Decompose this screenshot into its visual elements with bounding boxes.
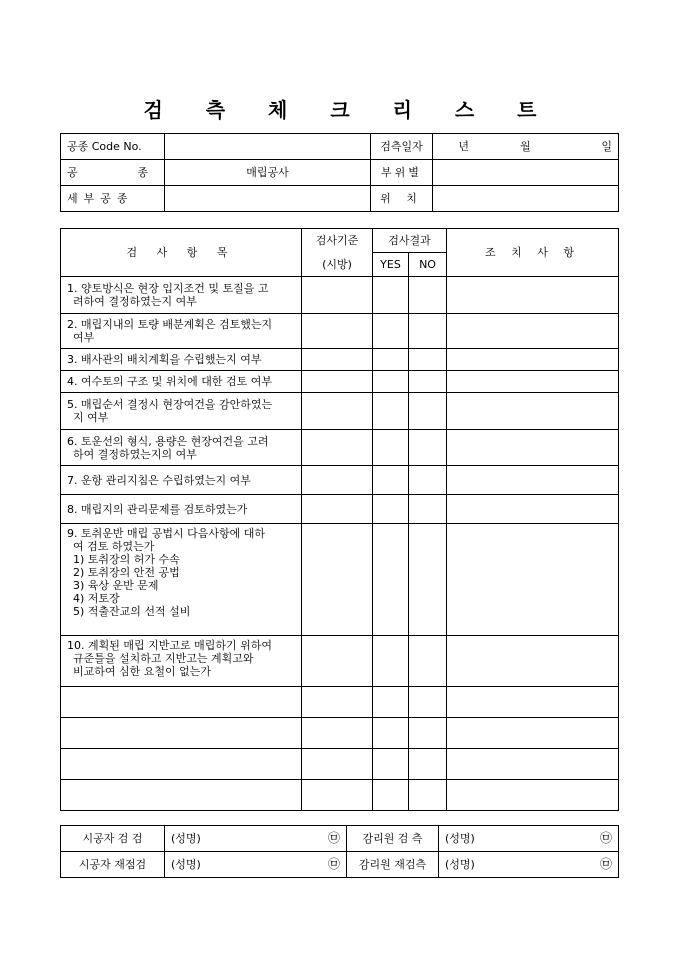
yes-cell[interactable] (373, 749, 409, 780)
table-row (61, 314, 619, 349)
standard-cell[interactable] (302, 371, 373, 393)
checklist-item: 7. 운항 관리지침은 수립하였는지 여부 (61, 466, 302, 495)
no-cell[interactable] (409, 349, 447, 371)
work-type-value[interactable]: 매립공사 (165, 160, 371, 186)
signature-table (60, 825, 619, 878)
yes-cell[interactable] (373, 636, 409, 687)
table-row (61, 636, 619, 687)
action-cell[interactable] (447, 495, 619, 524)
standard-cell[interactable] (302, 718, 373, 749)
table-row (61, 524, 619, 636)
table-row (61, 687, 619, 718)
standard-cell[interactable] (302, 687, 373, 718)
action-cell[interactable] (447, 430, 619, 466)
action-cell[interactable] (447, 636, 619, 687)
yes-cell[interactable] (373, 430, 409, 466)
date-year[interactable]: 년 (433, 134, 495, 160)
empty-item-cell[interactable] (61, 718, 302, 749)
action-cell[interactable] (447, 780, 619, 811)
action-cell[interactable] (447, 371, 619, 393)
table-row (61, 780, 619, 811)
no-cell[interactable] (409, 718, 447, 749)
checklist-item: 5. 매립순서 결정시 현장여건을 감안하였는 지 여부 (61, 393, 302, 430)
action-cell[interactable] (447, 314, 619, 349)
yes-cell[interactable] (373, 466, 409, 495)
table-row (61, 466, 619, 495)
action-cell[interactable] (447, 277, 619, 314)
yes-cell[interactable] (373, 718, 409, 749)
no-cell[interactable] (409, 687, 447, 718)
standard-cell[interactable] (302, 277, 373, 314)
col-item-header: 검 사 항 목 (61, 229, 302, 277)
standard-cell[interactable] (302, 749, 373, 780)
no-cell[interactable] (409, 430, 447, 466)
checklist-table (60, 228, 619, 811)
col-standard-header: 검사기준 (302, 229, 373, 253)
empty-item-cell[interactable] (61, 780, 302, 811)
yes-cell[interactable] (373, 371, 409, 393)
standard-cell[interactable] (302, 495, 373, 524)
supervisor-reinspect-name[interactable]: (성명) (439, 852, 539, 878)
header-info-table (60, 133, 619, 212)
action-cell[interactable] (447, 687, 619, 718)
empty-item-cell[interactable] (61, 749, 302, 780)
work-type-label: 공 종 (61, 160, 165, 186)
no-cell[interactable] (409, 371, 447, 393)
no-cell[interactable] (409, 393, 447, 430)
standard-cell[interactable] (302, 349, 373, 371)
sub-work-value[interactable] (165, 186, 371, 212)
action-cell[interactable] (447, 524, 619, 636)
no-cell[interactable] (409, 636, 447, 687)
supervisor-inspect-label: 감리원 검 측 (347, 826, 439, 852)
yes-cell[interactable] (373, 314, 409, 349)
yes-cell[interactable] (373, 393, 409, 430)
table-row (61, 430, 619, 466)
checklist-item: 10. 계획된 매립 지반고로 매립하기 위하여 규준틀을 설치하고 지반고는 계획고와 비교하여 심한 요철이 없는가 (61, 636, 302, 687)
sub-work-label: 세부공종 (61, 186, 165, 212)
yes-cell[interactable] (373, 277, 409, 314)
inspect-date-label: 검측일자 (371, 134, 433, 160)
standard-cell[interactable] (302, 524, 373, 636)
action-cell[interactable] (447, 466, 619, 495)
no-cell[interactable] (409, 749, 447, 780)
col-no-header: NO (409, 253, 447, 277)
location-label: 부위별 (371, 160, 433, 186)
contractor-inspect-label: 시공자 검 검 (61, 826, 165, 852)
position-label: 위 치 (371, 186, 433, 212)
page-title: 검 측 체 크 리 스 트 (143, 98, 555, 122)
table-row (61, 495, 619, 524)
standard-cell[interactable] (302, 393, 373, 430)
checklist-item: 4. 여수토의 구조 및 위치에 대한 검토 여부 (61, 371, 302, 393)
checklist-item: 2. 매립지내의 토량 배분계획은 검토했는지 여부 (61, 314, 302, 349)
no-cell[interactable] (409, 780, 447, 811)
seal-icon: ㉤ (539, 826, 619, 852)
no-cell[interactable] (409, 466, 447, 495)
date-day[interactable]: 일 (557, 134, 619, 160)
action-cell[interactable] (447, 749, 619, 780)
table-row (61, 749, 619, 780)
yes-cell[interactable] (373, 687, 409, 718)
supervisor-inspect-name[interactable]: (성명) (439, 826, 539, 852)
col-standard-sub-header: (시방) (302, 253, 373, 277)
table-row (61, 277, 619, 314)
table-row (61, 349, 619, 371)
col-yes-header: YES (373, 253, 409, 277)
empty-item-cell[interactable] (61, 687, 302, 718)
yes-cell[interactable] (373, 349, 409, 371)
location-value[interactable] (433, 160, 619, 186)
checklist-item: 9. 토취운반 매립 공법시 다음사항에 대하 여 검토 하였는가 1) 토취장의 허가 수속 2) 토취장의 안전 공법 3) 육상 운반 문제 4) 저토장 5) 적출잔교의 선적 설비 (61, 524, 302, 636)
table-row (61, 718, 619, 749)
standard-cell[interactable] (302, 636, 373, 687)
seal-icon: ㉤ (539, 852, 619, 878)
action-cell[interactable] (447, 349, 619, 371)
yes-cell[interactable] (373, 780, 409, 811)
standard-cell[interactable] (302, 430, 373, 466)
contractor-inspect-name[interactable]: (성명) (165, 826, 283, 852)
checklist-item: 3. 배사관의 배치계획을 수립했는지 여부 (61, 349, 302, 371)
standard-cell[interactable] (302, 314, 373, 349)
no-cell[interactable] (409, 314, 447, 349)
checklist-item: 8. 매립지의 관리문제를 검토하였는가 (61, 495, 302, 524)
seal-icon: ㉤ (283, 826, 347, 852)
checklist-item: 1. 양토방식은 현장 입지조건 및 토질을 고 려하여 결정하였는지 여부 (61, 277, 302, 314)
yes-cell[interactable] (373, 495, 409, 524)
standard-cell[interactable] (302, 466, 373, 495)
no-cell[interactable] (409, 524, 447, 636)
table-row (61, 393, 619, 430)
col-action-header: 조 치 사 항 (447, 229, 619, 277)
yes-cell[interactable] (373, 524, 409, 636)
action-cell[interactable] (447, 718, 619, 749)
standard-cell[interactable] (302, 780, 373, 811)
action-cell[interactable] (447, 393, 619, 430)
work-code-label: 공종 Code No. (61, 134, 165, 160)
col-result-header: 검사결과 (373, 229, 447, 253)
no-cell[interactable] (409, 495, 447, 524)
date-month[interactable]: 월 (495, 134, 557, 160)
position-value[interactable] (433, 186, 619, 212)
seal-icon: ㉤ (283, 852, 347, 878)
supervisor-reinspect-label: 감리원 재검측 (347, 852, 439, 878)
contractor-reinspect-label: 시공자 재점검 (61, 852, 165, 878)
work-code-value[interactable] (165, 134, 371, 160)
no-cell[interactable] (409, 277, 447, 314)
contractor-reinspect-name[interactable]: (성명) (165, 852, 283, 878)
table-row (61, 371, 619, 393)
checklist-item: 6. 토운선의 형식, 용량은 현장여건을 고려 하여 결정하였는지의 여부 (61, 430, 302, 466)
